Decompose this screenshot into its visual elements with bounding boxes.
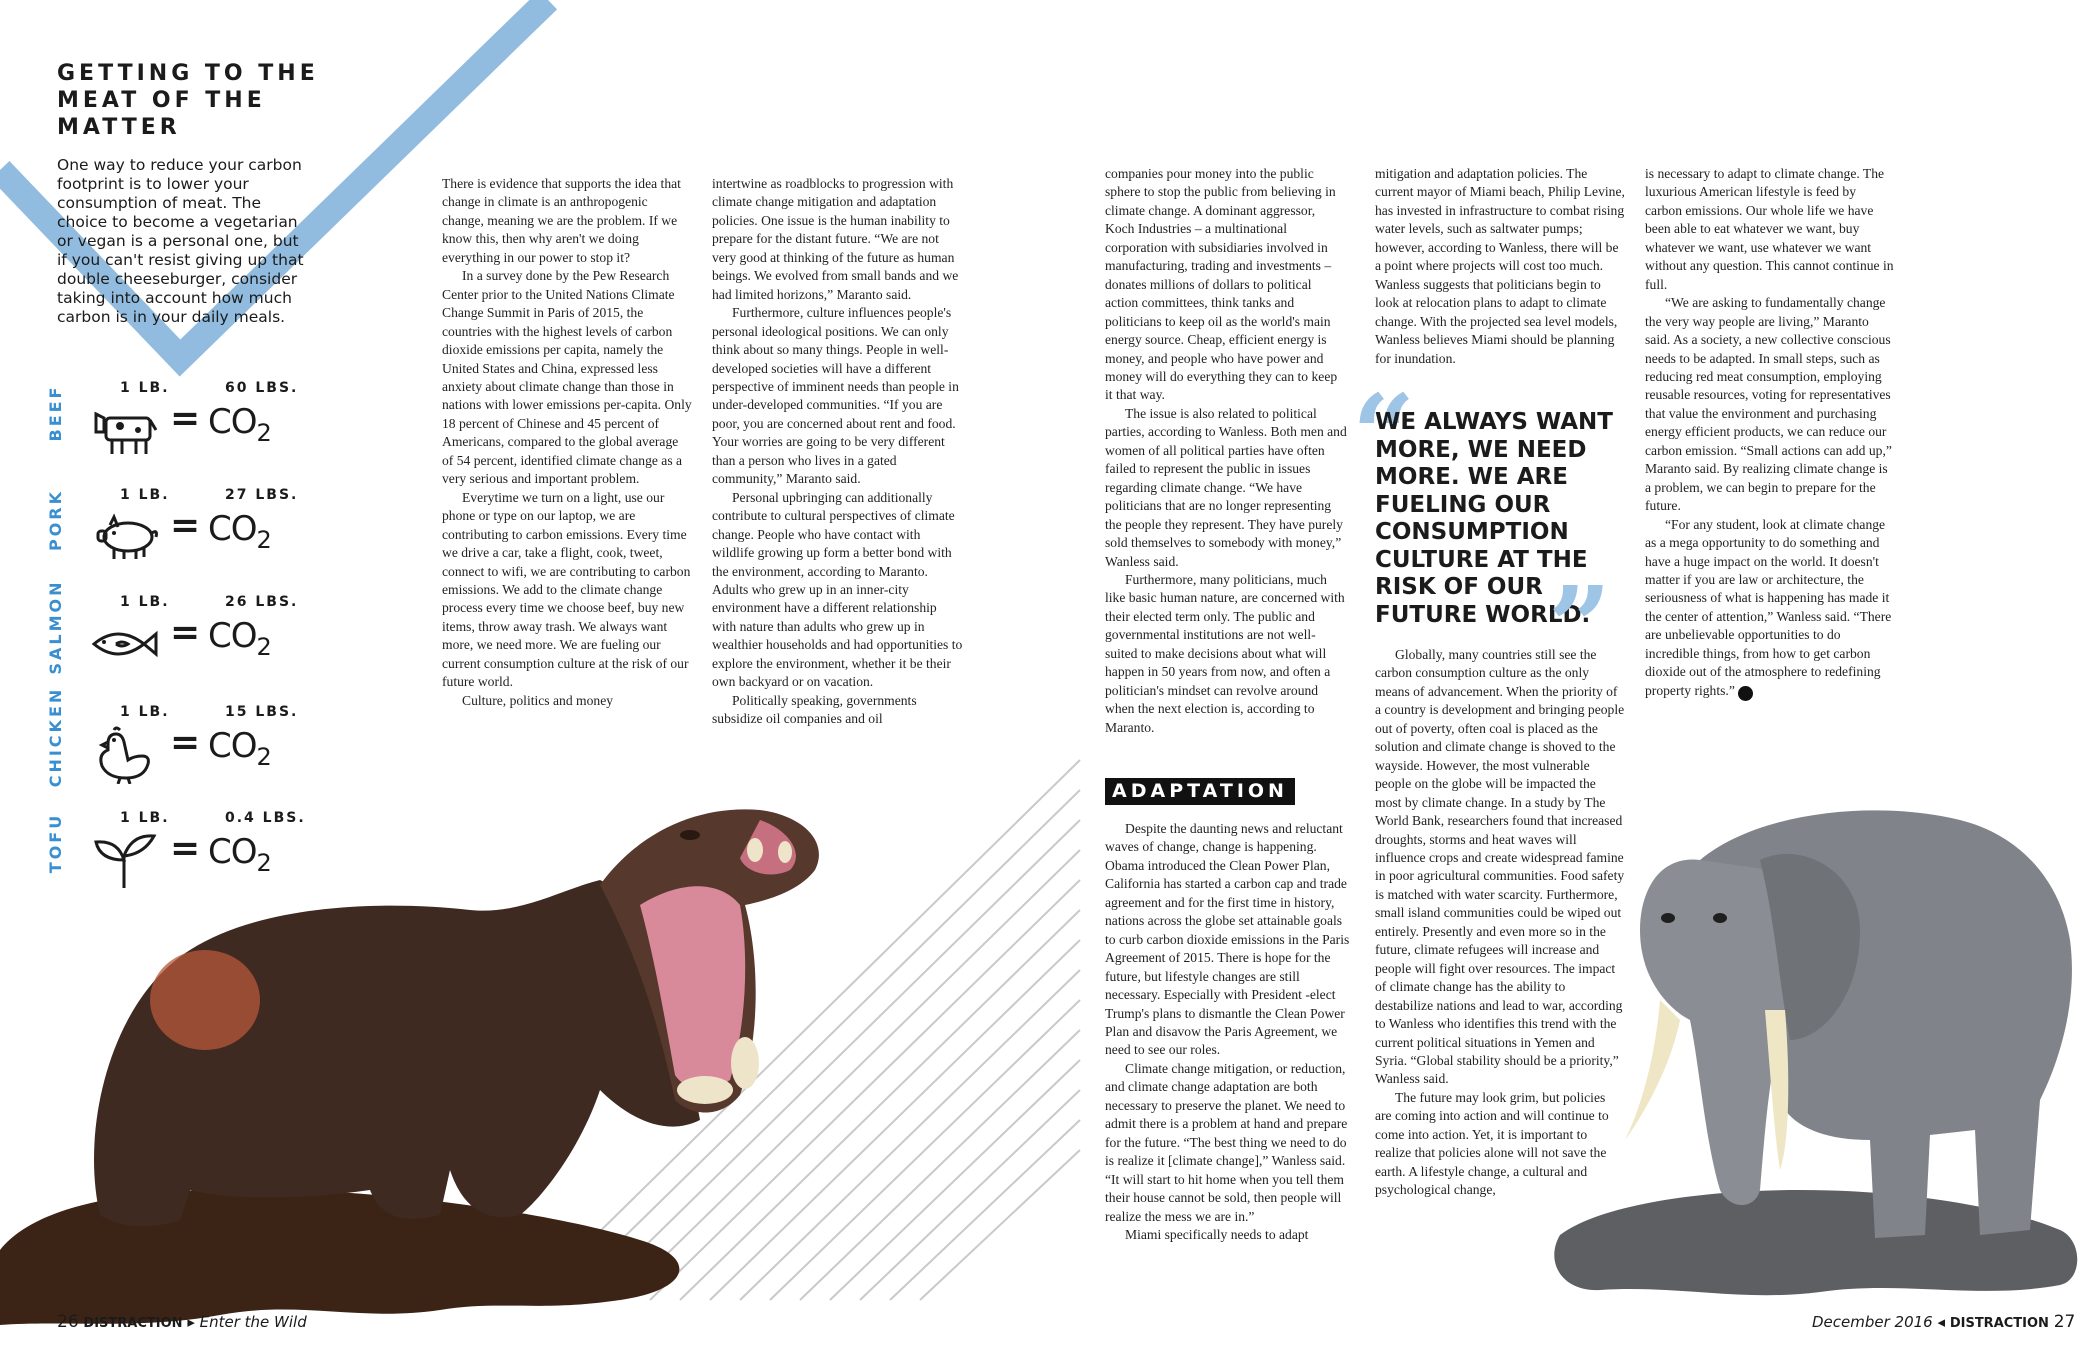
co2-amount-label: 15 LBS. bbox=[225, 704, 299, 720]
carbon-row-pork bbox=[46, 487, 330, 587]
amount-label: 1 LB. bbox=[120, 704, 170, 720]
co2-symbol bbox=[208, 832, 271, 877]
paragraph: intertwine as roadblocks to progression with climate change mitigation and adaptation policies. One issue is the human inability to prepare for the distant future. “We are not very good at thinking of the future as human beings. We evolved from small bands and we had limited horizons,” Maranto said. bbox=[712, 176, 959, 302]
issue-date: December 2016 bbox=[1812, 1313, 1933, 1331]
meat-name: TOFU bbox=[46, 812, 65, 874]
fish-icon bbox=[90, 614, 160, 674]
paragraph: In a survey done by the Pew Research Center prior to the United Nations Climate Change Summit in Paris of 2015, the countries with the highest levels of carbon dioxide emissions per capita, namely the United States and China, expressed less anxiety about climate change than those in nations with lower emissions per-capita. Only 18 percent of Chinese and 45 percent of Americans, compared to the global average of 54 percent, identified climate change as a very serious and important problem. bbox=[442, 268, 692, 487]
paragraph: Culture, politics and money bbox=[462, 692, 614, 708]
carbon-row-salmon bbox=[46, 579, 330, 694]
co2-amount-label: 26 LBS. bbox=[225, 594, 299, 610]
co2-symbol bbox=[208, 509, 271, 554]
meat-name: CHICKEN bbox=[46, 686, 65, 788]
section-heading-adaptation: ADAPTATION bbox=[1105, 778, 1295, 805]
paragraph bbox=[1645, 516, 1895, 701]
meat-name: SALMON bbox=[46, 579, 65, 675]
equals-sign: = bbox=[170, 722, 201, 763]
article-column-3-upper bbox=[1105, 165, 1347, 737]
article-column-2 bbox=[712, 175, 964, 729]
co2-text: CO bbox=[208, 726, 257, 766]
amount-label: 1 LB. bbox=[120, 594, 170, 610]
co2-symbol bbox=[208, 402, 271, 447]
paragraph: Globally, many countries still see the carbon consumption culture as the only means of advancement. When the priority of a country is development and bringing people out of poverty, often coal is placed as the solution and climate change is shoved to the wayside. However, the most vulnerable people on the globe will be impacted the most by climate change. In a study by The World Bank, researchers found that increased droughts, storms and heat waves will influence crops and create widespread famine in poor agricultural communities. Food safety is matched with water scarcity. Furthermore, small island communities could be wiped out entirely. Presently and even more so in the future, climate refugees will increase and people will fight over resources. The impact of climate change has the ability to destabilize nations and lead to war, according to Wanless who identifies this trend with the current political situations in Yemen and Syria. “Global stability should be a priority,” Wanless said. bbox=[1375, 647, 1625, 1087]
paragraph: Climate change mitigation, or reduction, and climate change adaptation are both necessary to preserve the planet. We need to admit there is a problem at hand and prepare for the future. “The best thing we need to do is realize it [climate change],” Wanless said. “It will start to hit home when you tell them their house cannot be sold, then people will realize the mess we are in.” bbox=[1105, 1060, 1348, 1224]
paragraph: “We are asking to fundamentally change the very way people are living,” Maranto said. As a society, a new collective conscious needs to be adapted. In small steps, such as reducing red meat consumption, employing reusable resources, voting for representatives that value the environment and purchasing energy efficient products, we can reduce our carbon emission. “Small actions can add up,” Maranto said. By realizing climate change is a problem, we can begin to prepare for the future. bbox=[1645, 295, 1892, 514]
paragraph: Everytime we turn on a light, use our phone or type on our laptop, we are contributing to carbon emissions. Every time we drive a car, take a flight, cook, tweet, connect to wifi, we are contributing to carbon emissions. We add to the climate change process every time we choose beef, buy new items, throw away trash. We always want more, we need more. We are fueling our current consumption culture at the risk of our future world. bbox=[442, 489, 691, 690]
co2-subscript: 2 bbox=[256, 419, 271, 447]
magazine-name: DISTRACTION bbox=[1949, 1316, 2049, 1331]
article-column-3-lower bbox=[1105, 820, 1355, 1244]
amount-label: 1 LB. bbox=[120, 380, 170, 396]
folio-left bbox=[57, 1312, 307, 1332]
article-column-1 bbox=[442, 175, 692, 710]
co2-amount-label: 27 LBS. bbox=[225, 487, 299, 503]
section-name: Enter the Wild bbox=[199, 1313, 307, 1331]
co2-amount-label: 60 LBS. bbox=[225, 380, 299, 396]
co2-subscript: 2 bbox=[256, 526, 271, 554]
equals-sign: = bbox=[170, 828, 201, 869]
elephant-illustration bbox=[1554, 810, 2077, 1295]
co2-subscript: 2 bbox=[256, 633, 271, 661]
arrow-icon: ◂ bbox=[1937, 1313, 1946, 1331]
folio-right bbox=[1812, 1312, 2075, 1332]
article-column-4-lower bbox=[1375, 646, 1625, 1200]
co2-symbol bbox=[208, 726, 271, 771]
page-number: 26 bbox=[57, 1312, 79, 1332]
article-column-5 bbox=[1645, 165, 1895, 701]
carbon-row-tofu bbox=[46, 810, 330, 910]
co2-text: CO bbox=[208, 832, 257, 872]
end-of-story-icon: D bbox=[1738, 686, 1753, 701]
paragraph: Miami specifically needs to adapt bbox=[1125, 1226, 1309, 1242]
co2-text: CO bbox=[208, 402, 257, 442]
magazine-name: DISTRACTION bbox=[83, 1316, 183, 1331]
amount-label: 1 LB. bbox=[120, 810, 170, 826]
open-quote-icon: “ bbox=[1352, 370, 1416, 499]
article-column-4-upper bbox=[1375, 165, 1625, 368]
paragraph: is necessary to adapt to climate change. The luxurious American lifestyle is feed by carbon emissions. Our whole life we have been able to eat whatever we want, buy whatever we want, use whatever we want without any question. This cannot continue in full. bbox=[1645, 166, 1894, 292]
co2-text: CO bbox=[208, 509, 257, 549]
close-quote-icon: ” bbox=[1548, 562, 1612, 691]
page-number: 27 bbox=[2053, 1312, 2076, 1332]
paragraph: Furthermore, culture influences people's personal ideological positions. We can only think about so many things. People in well-developed societies will have a different perspective of imminent needs than people in under-developed communities. “If you are poor, you are concerned about rent and food. Your worries are going to be very different than a person who lives in a gated community,” Maranto said. bbox=[712, 305, 959, 487]
pull-quote: WE ALWAYS WANT MORE, WE NEED MORE. WE ARE FUELING OUR CONSUMPTION CULTURE AT THE RISK OF OUR FUTURE WORLD. bbox=[1375, 409, 1613, 628]
chicken-icon bbox=[90, 724, 160, 784]
co2-symbol bbox=[208, 616, 271, 661]
carbon-row-chicken bbox=[46, 686, 330, 804]
cow-icon bbox=[90, 400, 160, 460]
paragraph: The future may look grim, but policies are coming into action and will continue to come into action. Yet, it is important to realize that policies alone will not save the earth. A lifestyle change, a cultural and psychological change, bbox=[1375, 1089, 1609, 1198]
equals-sign: = bbox=[170, 398, 201, 439]
paragraph: The issue is also related to political parties, according to Wanless. Both men and women of all political parties have often failed to represent the public in issues regarding climate change. “We have politicians that are no longer representing the people they represent. They have purely sold themselves to somebody with money,” Wanless said. bbox=[1105, 405, 1347, 569]
amount-label: 1 LB. bbox=[120, 487, 170, 503]
equals-sign: = bbox=[170, 505, 201, 546]
pig-icon bbox=[90, 507, 160, 567]
co2-subscript: 2 bbox=[256, 849, 271, 877]
paragraph: Furthermore, many politicians, much like basic human nature, are concerned with their elected term only. The public and governmental institutions are not well-suited to make decisions about what will happen in 50 years from now, and often a politician's mindset can revolve around when the next election is, according to Maranto. bbox=[1105, 571, 1345, 735]
paragraph: There is evidence that supports the idea that change in climate is an anthropogenic change, meaning we are the problem. If we know this, then why aren't we doing everything in our power to stop it? bbox=[442, 176, 681, 265]
carbon-row-beef bbox=[46, 380, 330, 480]
co2-subscript: 2 bbox=[256, 743, 271, 771]
co2-amount-label: 0.4 LBS. bbox=[225, 810, 306, 826]
arrow-icon: ▸ bbox=[187, 1313, 195, 1331]
paragraph: Despite the daunting news and reluctant waves of change, change is happening. Obama introduced the Clean Power Plan, California has started a carbon cap and trade agreement and for the first time in history, nations across the globe set attainable goals to curb carbon dioxide emissions in the Paris Agreement of 2015. There is hope for the future, but lifestyle changes are still necessary. Especially with President -elect Trump's plans to dismantle the Clean Power Plan and disavow the Paris Agreement, we need to see our roles. bbox=[1105, 821, 1350, 1058]
sidebar-headline: GETTING TO THE MEAT OF THE MATTER bbox=[57, 61, 319, 140]
meat-name: PORK bbox=[46, 488, 65, 552]
paragraph: mitigation and adaptation policies. The current mayor of Miami beach, Philip Levine, has invested in infrastructure to combat rising water levels, such as saltwater pumps; however, according to Wanless, there will be a point where projects will cost too much. Wanless suggests that politicians begin to look at relocation plans to adapt to climate change. With the projected sea level models, Wanless believes Miami should be planning for inundation. bbox=[1375, 166, 1625, 366]
co2-text: CO bbox=[208, 616, 257, 656]
paragraph: Politically speaking, governments subsidize oil companies and oil bbox=[712, 692, 917, 727]
sprout-icon bbox=[90, 830, 160, 890]
paragraph-text: “For any student, look at climate change as a mega opportunity to do something and have a huge impact on the world. It doesn't matter if you are law or architecture, the seriousness of what is happening has made it the center of attention,” Wanless said. “There are unbelievable opportunities to do incredible things, from how to get carbon dioxide out of the atmosphere to redefining property rights.” bbox=[1645, 516, 1892, 698]
equals-sign: = bbox=[170, 612, 201, 653]
sidebar-intro: One way to reduce your carbon footprint is to lower your consumption of meat. The choice to become a vegetarian or vegan is a personal one, but if you can't resist giving up that double cheeseburger, consider taking into account how much carbon is in your daily meals. bbox=[57, 156, 304, 326]
meat-name: BEEF bbox=[46, 384, 65, 442]
paragraph: Personal upbringing can additionally contribute to cultural perspectives of climate change. People who have contact with wildlife growing up form a better bond with the environment, according to Maranto. Adults who grew up in an inner-city environment have a different relationship with nature than adults who grew up in wealthier households and had opportunities to explore the environment, whether it be their own backyard or on vacation. bbox=[712, 489, 963, 690]
paragraph: companies pour money into the public sphere to stop the public from believing in climate change. A dominant aggressor, Koch Industries – a multinational corporation with subsidiaries involved in manufacturing, trading and investments – donates millions of dollars to political action committees, think tanks and politicians to keep oil as the world's main energy source. Cheap, efficient energy is money, and people who have power and money will do everything they can to keep it that way. bbox=[1105, 166, 1338, 403]
